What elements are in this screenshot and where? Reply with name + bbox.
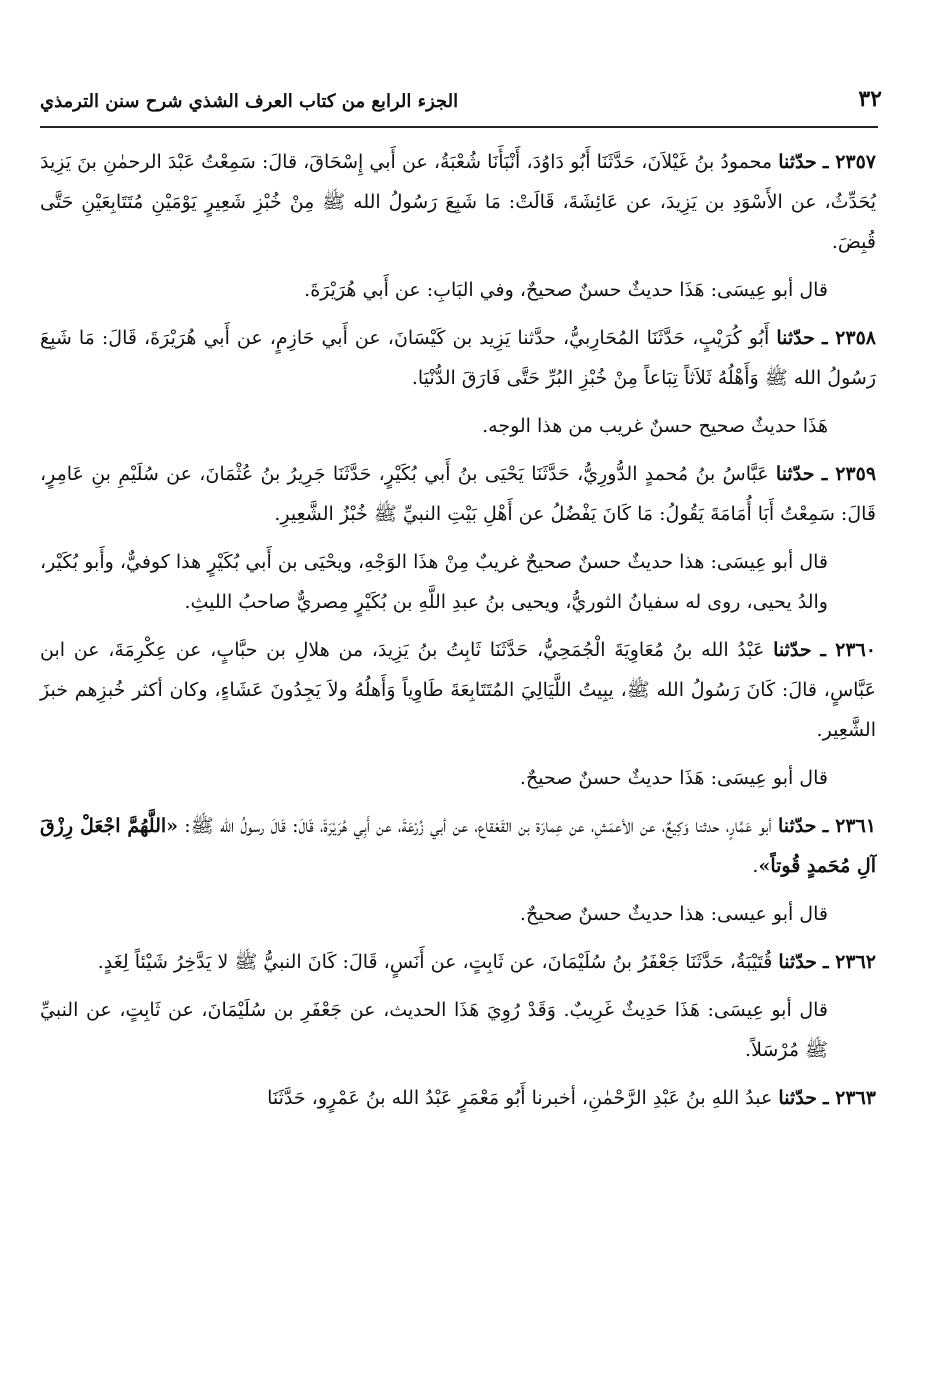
commentary-text: قال أبو عِيسَى: هَذَا حديثٌ حسنٌ صحيحٌ.: [519, 767, 828, 789]
hadith-text: أَبُو كُرَيْبٍ، حَدَّثَنَا المُحَارِبيُّ، حدَّثنا يَزِيد بن كَيْسَانَ، عن أَبي حَازِمٍ، عن أَبي هُرَيْرَةَ، قَالَ: مَا شَبِعَ رَسُولُ الله ﷺ وَأَهْلُهُ ثَلاَثاً تِبَاعاً مِنْ خُبْزِ البُرِّ حَتَّى فَارَقَ الدُّنْيَا.: [40, 327, 876, 389]
hadith-lead: حدّثنا: [778, 951, 817, 973]
hadith-lead: حدّثنا: [773, 639, 812, 661]
page-number: ٣٢: [858, 86, 882, 112]
hadith-2361: [40, 806, 876, 886]
commentary-2362: [40, 990, 876, 1070]
hadith-lead: حدّثنا: [778, 1087, 817, 1109]
hadith-number: ٢٣٦٣ ـ: [822, 1087, 876, 1109]
running-head: [40, 78, 882, 112]
header-title: الجزء الرابع من كتاب العرف الشذي شرح سنن الترمذي: [40, 91, 459, 112]
hadith-lead: حدّثنا: [776, 327, 815, 349]
hadith-text: أبو عَمَّارٍ، حدثنا وَكِيعٌ، عن الأعمَشِ، عن عِمارَة بن القَعْقاع، عن أبي زُرْعَةَ، عن أَبِي هُرَيْرَةَ، قَالَ: قَالَ رسولُ الله ﷺ:: [184, 815, 772, 837]
commentary-text: هَذَا حديثٌ صحيح حسنٌ غريب من هذا الوجه.: [482, 415, 828, 437]
hadith-2357: [40, 142, 876, 262]
commentary-2361: [40, 894, 876, 934]
hadith-end-punct: .: [752, 855, 759, 877]
hadith-lead: حدّثنا: [775, 463, 815, 485]
commentary-2359: [40, 542, 876, 622]
hadith-text: محمودُ بنُ غَيْلاَنَ، حَدَّثَنَا أَبُو دَاوُدَ، أَنْبَأَنَا شُعْبَةُ، عن أَبي إِسْحَاقَ، قالَ: سَمِعْتُ عَبْدَ الرحمٰنِ بنَ يَزِيدَ يُحَدِّثُ، عن الأَسْوَدِ بن يَزِيدَ، عن عَائِشَةَ، قَالَتْ: مَا شَبِعَ رَسُولُ الله ﷺ مِنْ خُبْزِ شَعِيرٍ يَوْمَيْنِ مُتَتَابِعَيْنِ حَتَّى قُبِضَ.: [40, 151, 876, 253]
hadith-number: ٢٣٦١ ـ: [822, 815, 876, 837]
hadith-text: عَبْدُ الله بنُ مُعَاوِيَةَ الْجُمَحِيُّ، حَدَّثَنَا ثَابِتُ بنُ يَزِيدَ، من هلالِ بن حبَّابٍ، عن عِكْرِمَةَ، عن ابن عَبَّاسٍ، قالَ: كَانَ رَسُولُ الله ﷺ، يبِيتُ اللَّيَالِيَ المُتَتَابِعَةَ طَاوِياً وَأَهلُهُ ولاَ يَجِدُونَ عَشَاءٍ، وكان أكثر خُبزِهم خبزَ الشَّعِير.: [40, 639, 876, 741]
hadith-text: عبدُ اللهِ بنُ عَبْدِ الرَّحْمٰنِ، أخبرنا أَبُو مَعْمَرٍ عَبْدُ الله بنُ عَمْرٍو، حَدَّثَنَا: [267, 1087, 773, 1109]
commentary-2358: [40, 406, 876, 446]
hadith-number: ٢٣٦٢ ـ: [822, 951, 876, 973]
commentary-text: قال أبو عِيسَى: هذا حديثٌ حسنٌ صحيحٌ غريبٌ مِنْ هذَا الوَجْهِ، ويحْيَى بن أَبي بُكَيْرٍ هذا كوفيٌّ، وأَبو بُكَيْر، والدُ يحيى، روى له سفيانُ الثوريُّ، ويحيى بنُ عبدِ اللَّهِ بن بُكَيْرٍ مِصريٌّ صاحبُ الليثِ.: [40, 551, 828, 613]
hadith-number: ٢٣٥٧ ـ: [822, 151, 877, 173]
prophetic-prayer: «اللَّهُمَّ اجْعَلْ رِزْقَ آلِ مُحَمدٍ قُوتاً»: [40, 815, 876, 877]
commentary-2357: [40, 270, 876, 310]
hadith-text: قُتَيْبَةُ، حَدَّثَنَا جَعْفَرُ بنُ سُلَيْمَانَ، عن ثَابِتٍ، عن أَنَسٍ، قَالَ: كَانَ النبيُّ ﷺ لا يَدَّخِرُ شَيْئاً لِغَدٍ.: [97, 951, 773, 973]
commentary-text: قال أبو عِيسَى: هَذَا حديثٌ حسنٌ صحيحٌ، وفي البَابِ: عن أَبي هُرَيْرَةَ.: [304, 279, 828, 301]
hadith-2359: [40, 454, 876, 534]
hadith-number: ٢٣٥٩ ـ: [821, 463, 877, 485]
hadith-2358: [40, 318, 876, 398]
commentary-text: قال أبو عِيسَى: هَذَا حَدِيثٌ غَرِيبٌ. وَقَدْ رُوِيَ هَذَا الحديث، عن جَعْفَرِ بن سُلَيْمَانَ، عن ثَابِتٍ، عن النبيِّ ﷺ مُرْسَلاً.: [40, 999, 828, 1061]
text-body: [40, 142, 876, 1126]
hadith-2363: [40, 1078, 876, 1118]
hadith-2362: [40, 942, 876, 982]
hadith-number: ٢٣٥٨ ـ: [821, 327, 876, 349]
hadith-lead: حدّثنا: [778, 151, 817, 173]
header-rule: [40, 126, 878, 128]
hadith-number: ٢٣٦٠ ـ: [820, 639, 876, 661]
hadith-2360: [40, 630, 876, 750]
commentary-2360: [40, 758, 876, 798]
hadith-lead: حدّثنا: [777, 815, 817, 837]
hadith-text: عَبَّاسُ بنُ مُحمدٍ الدُّورِيُّ، حَدَّثَنَا يَحْيَى بنُ أَبي بُكَيْرٍ، حَدَّثَنَا جَرِيرُ بنُ عُثْمَانَ، عن سُلَيْمِ بنِ عَامِرٍ، قَالَ: سَمِعْتُ أَبَا أُمَامَةَ يَقُولُ: مَا كَانَ يَفْضُلُ عن أَهْلِ بَيْتِ النبيِّ ﷺ خُبْزُ الشَّعِيرِ.: [40, 463, 876, 525]
commentary-text: قال أبو عيسى: هذا حديثٌ حسنٌ صحيحٌ.: [519, 903, 828, 925]
